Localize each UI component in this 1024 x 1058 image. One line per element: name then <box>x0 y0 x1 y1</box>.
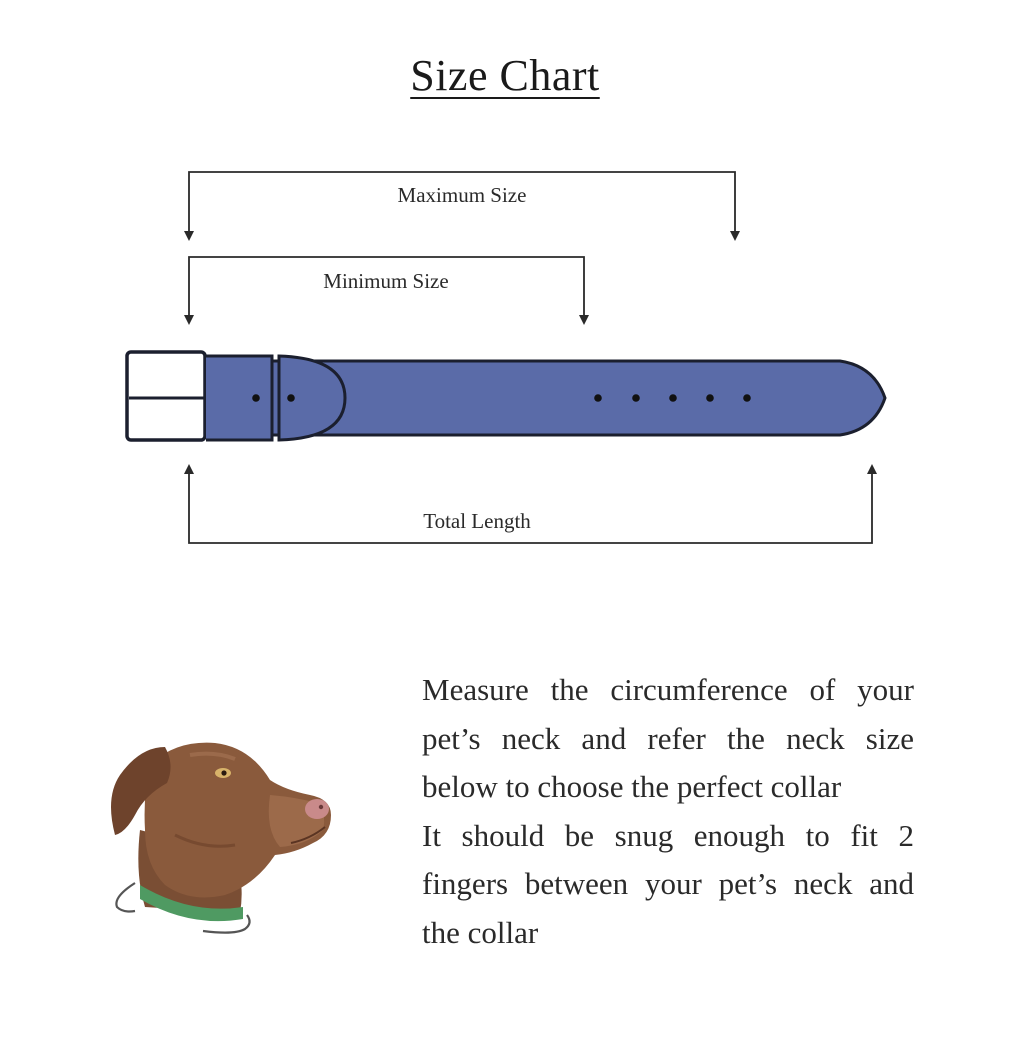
collar-adjust-hole <box>743 394 751 402</box>
collar-hole <box>252 394 260 402</box>
sizing-instructions <box>422 666 914 957</box>
total-length-arrow-left <box>184 464 194 474</box>
instructions-paragraph-1: Measure the circumference of your pet’s neck and refer the neck size below to choose the perfect collar <box>422 672 914 804</box>
collar-illustration <box>127 352 885 440</box>
buckle-frame <box>127 352 205 440</box>
total-length-arrow-right <box>867 464 877 474</box>
page-title-text: Size Chart <box>410 51 600 100</box>
dog-illustration <box>95 735 345 945</box>
total-length-label: Total Length <box>423 509 531 533</box>
maximum-size-arrow-right <box>730 231 740 241</box>
minimum-size-arrow-left <box>184 315 194 325</box>
dog-nose <box>305 799 329 819</box>
collar-motion-line-left <box>116 883 135 912</box>
minimum-size-arrow-right <box>579 315 589 325</box>
collar-adjust-hole <box>669 394 677 402</box>
collar-hole <box>287 394 295 402</box>
collar-keeper <box>206 356 272 440</box>
maximum-size-label: Maximum Size <box>397 183 527 207</box>
collar-adjust-hole <box>706 394 714 402</box>
collar-adjust-hole <box>632 394 640 402</box>
collar-adjust-hole <box>594 394 602 402</box>
minimum-size-label: Minimum Size <box>323 269 449 293</box>
instructions-paragraph-2: It should be snug enough to fit 2 fingers between your pet’s neck and the collar <box>422 817 914 950</box>
maximum-size-arrow-left <box>184 231 194 241</box>
